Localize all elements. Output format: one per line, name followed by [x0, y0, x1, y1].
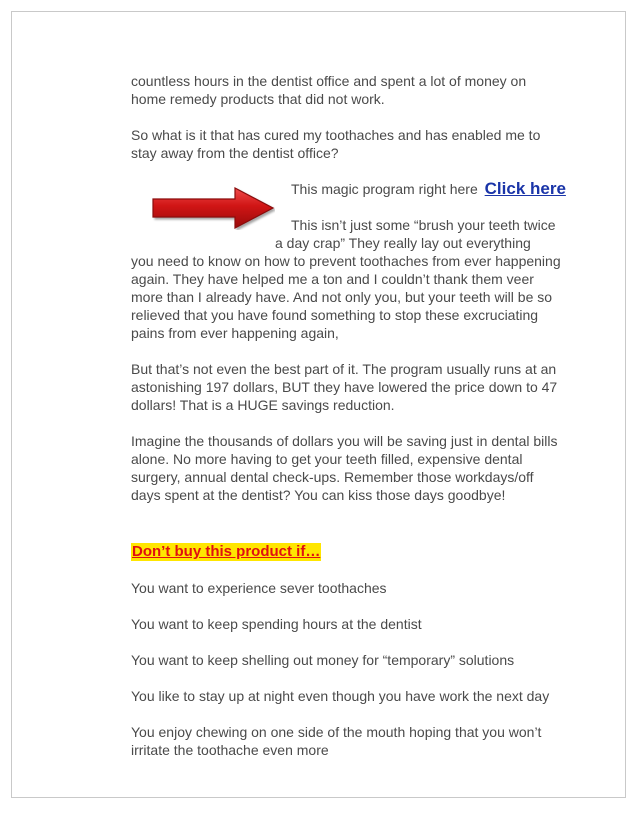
reason-item: You want to experience sever toothaches	[131, 580, 387, 596]
reason-item: You enjoy chewing on one side of the mouth hoping that you won’t irritate the toothache even more	[131, 724, 542, 758]
magic-program-text: This magic program right here	[291, 181, 482, 197]
side-text-line-2: a day crap” They really lay out everything	[275, 235, 531, 251]
paragraph-intro-continuation: countless hours in the dentist office and spent a lot of money on home remedy products that did not work.	[131, 73, 527, 107]
paragraph-program-description: you need to know on how to prevent toothaches from ever happening again. They have helped me a ton and I couldn’t thank them veer more than I already have. And not only you, but your teeth will be so relieved that you have found something to stop these excruciating pains from ever happening again,	[131, 253, 561, 341]
magic-program-line	[291, 180, 566, 198]
reason-item: You want to keep spending hours at the dentist	[131, 616, 422, 632]
red-arrow-icon	[151, 186, 275, 230]
arrow-callout	[131, 179, 566, 268]
paragraph-price: But that’s not even the best part of it. The program usually runs at an astonishing 197 dollars, BUT they have lowered the price down to 47 dollars! That is a HUGE savings reduction.	[131, 361, 558, 413]
paragraph-savings: Imagine the thousands of dollars you will be saving just in dental bills alone. No more having to get your teeth filled, expensive dental surgery, annual dental check-ups. Remember those workdays/off days spent at the dentist? You can kiss those days goodbye!	[131, 433, 558, 503]
click-here-link[interactable]: Click here	[484, 179, 566, 198]
reason-item: You want to keep shelling out money for “temporary” solutions	[131, 652, 515, 668]
side-text-line-1: This isn’t just some “brush your teeth twice	[291, 217, 556, 233]
paragraph-question: So what is it that has cured my toothaches and has enabled me to stay away from the dentist office?	[131, 127, 541, 161]
document-body	[131, 72, 566, 759]
dont-buy-heading: Don’t buy this product if…	[132, 543, 321, 560]
reason-item: You like to stay up at night even though you have work the next day	[131, 688, 550, 704]
